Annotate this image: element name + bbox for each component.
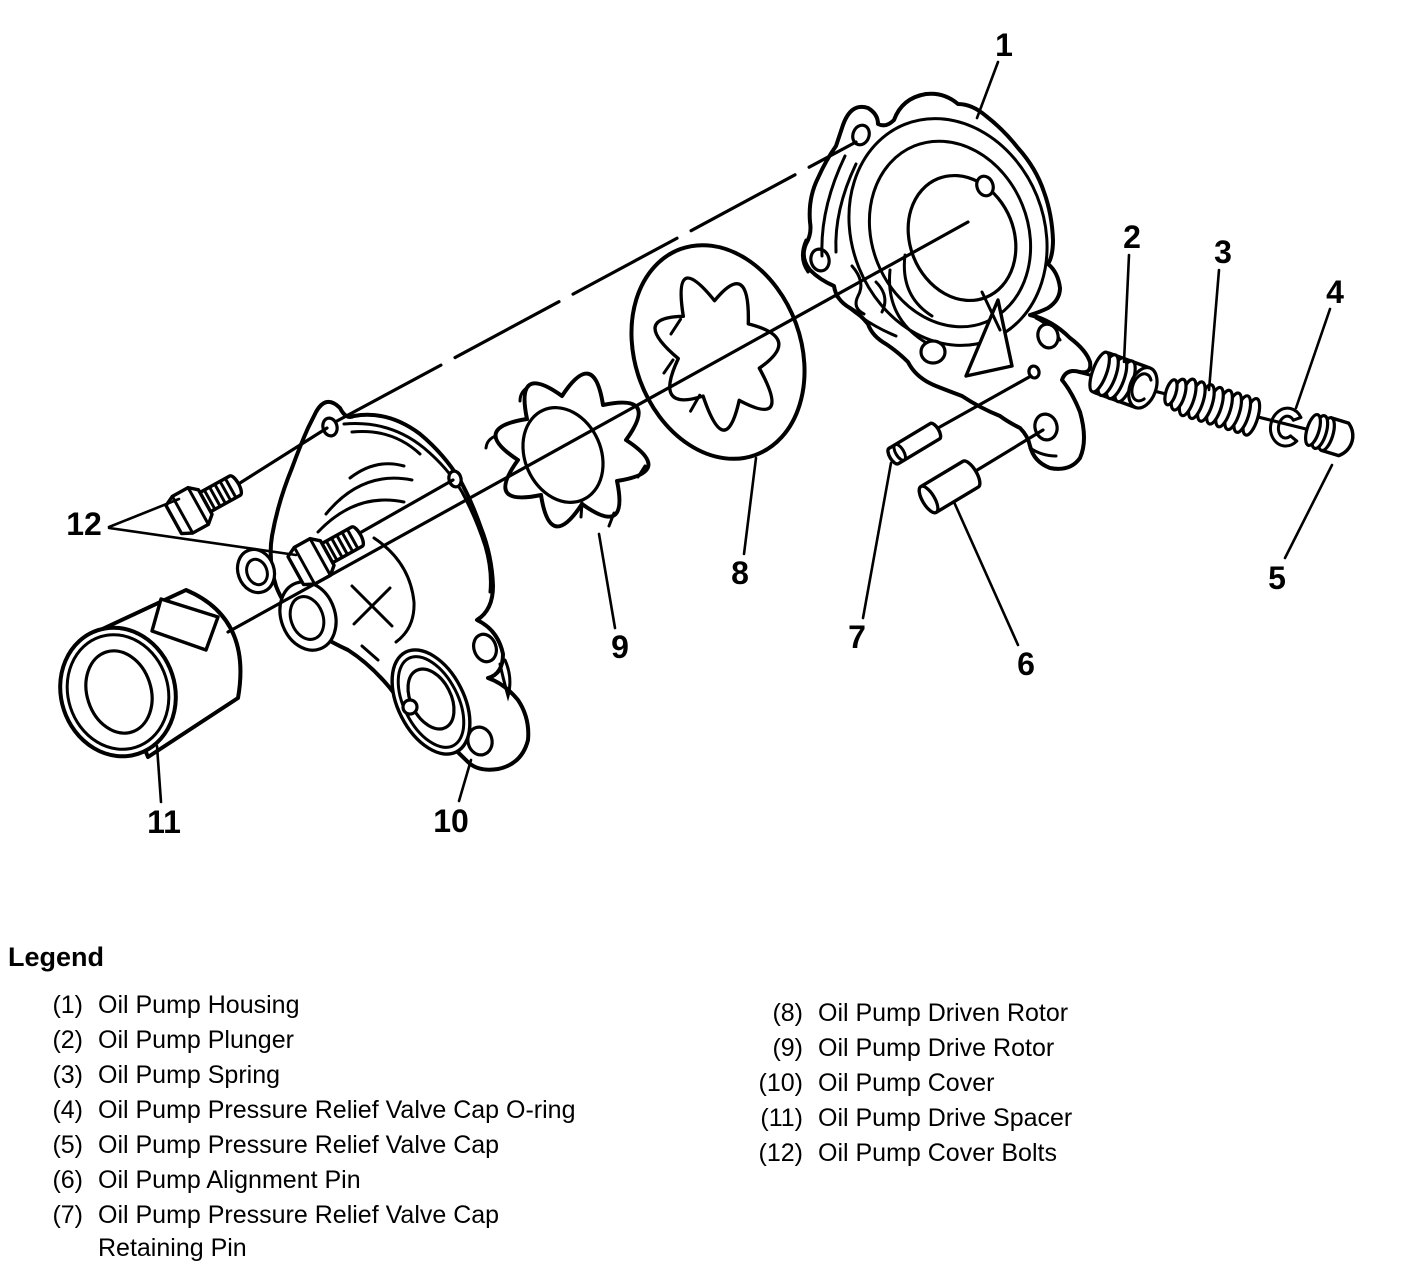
legend-item-label: Oil Pump Cover Bolts xyxy=(818,1139,1057,1167)
relief-valve-cap-part xyxy=(1302,412,1357,458)
legend-item-number: (3) xyxy=(52,1061,83,1089)
callout-8: 8 xyxy=(731,555,749,591)
callout-1: 1 xyxy=(995,27,1013,63)
oil-pump-housing-part xyxy=(802,88,1090,468)
legend-item-6 xyxy=(8,1163,576,1198)
legend-item-2 xyxy=(8,1023,576,1058)
callout-2: 2 xyxy=(1123,219,1141,255)
legend-item-label: Oil Pump Pressure Relief Valve Cap xyxy=(98,1201,500,1229)
oil-pump-cover-part xyxy=(232,402,529,770)
legend-item-label: Oil Pump Cover xyxy=(818,1069,995,1097)
legend-item-label: Oil Pump Pressure Relief Valve Cap O-ring xyxy=(98,1096,576,1124)
legend-item-7-line2 xyxy=(8,1233,576,1264)
callout-4: 4 xyxy=(1326,274,1344,310)
legend-item-number xyxy=(8,1233,83,1264)
legend-item-label: Oil Pump Alignment Pin xyxy=(98,1166,361,1194)
legend-item-number: (2) xyxy=(52,1026,83,1054)
legend-item-number: (4) xyxy=(52,1096,83,1124)
legend-item-label: Retaining Pin xyxy=(98,1234,247,1262)
alignment-pin-part xyxy=(916,458,984,515)
callout-5: 5 xyxy=(1268,560,1286,596)
legend-item-label: Oil Pump Housing xyxy=(98,991,300,1019)
legend-item-5 xyxy=(8,1128,576,1163)
legend-item-number: (11) xyxy=(760,1104,803,1132)
legend-item-label: Oil Pump Pressure Relief Valve Cap xyxy=(98,1131,500,1159)
legend-item-number: (12) xyxy=(758,1139,803,1167)
legend-item-7 xyxy=(8,1198,576,1233)
callout-12: 12 xyxy=(66,506,102,542)
callout-7: 7 xyxy=(848,619,866,655)
legend-item-number: (8) xyxy=(772,999,803,1027)
legend-item-label: Oil Pump Driven Rotor xyxy=(818,999,1069,1027)
callout-9: 9 xyxy=(611,629,629,665)
legend-item-number: (7) xyxy=(52,1201,83,1229)
legend-item-number: (6) xyxy=(52,1166,83,1194)
callout-6: 6 xyxy=(1017,646,1035,682)
legend-item-8 xyxy=(723,996,1072,1031)
legend-column-left xyxy=(8,988,576,1264)
callout-10: 10 xyxy=(433,803,469,839)
legend-item-number: (9) xyxy=(772,1034,803,1062)
legend-item-9 xyxy=(723,1031,1072,1066)
legend-item-label: Oil Pump Drive Spacer xyxy=(818,1104,1073,1132)
legend-item-10 xyxy=(723,1066,1072,1101)
oil-pump-spring-part xyxy=(1161,373,1263,437)
legend-item-12 xyxy=(723,1136,1072,1171)
legend-item-3 xyxy=(8,1058,576,1093)
legend-item-4 xyxy=(8,1093,576,1128)
legend-item-1 xyxy=(8,988,576,1023)
legend-item-number: (1) xyxy=(52,991,83,1019)
legend-item-11 xyxy=(723,1101,1072,1136)
legend-item-number: (5) xyxy=(52,1131,83,1159)
oil-pump-drive-spacer-part xyxy=(44,590,241,771)
legend-item-label: Oil Pump Plunger xyxy=(98,1026,294,1054)
retaining-pin-part xyxy=(886,421,943,465)
legend-item-label: Oil Pump Drive Rotor xyxy=(818,1034,1055,1062)
legend-column-right xyxy=(723,996,1072,1171)
legend-item-label: Oil Pump Spring xyxy=(98,1061,281,1089)
oil-pump-drive-rotor-part xyxy=(486,374,648,527)
callout-3: 3 xyxy=(1214,234,1232,270)
callout-11: 11 xyxy=(147,804,181,840)
legend-title: Legend xyxy=(8,942,105,972)
legend-item-number: (10) xyxy=(758,1069,803,1097)
